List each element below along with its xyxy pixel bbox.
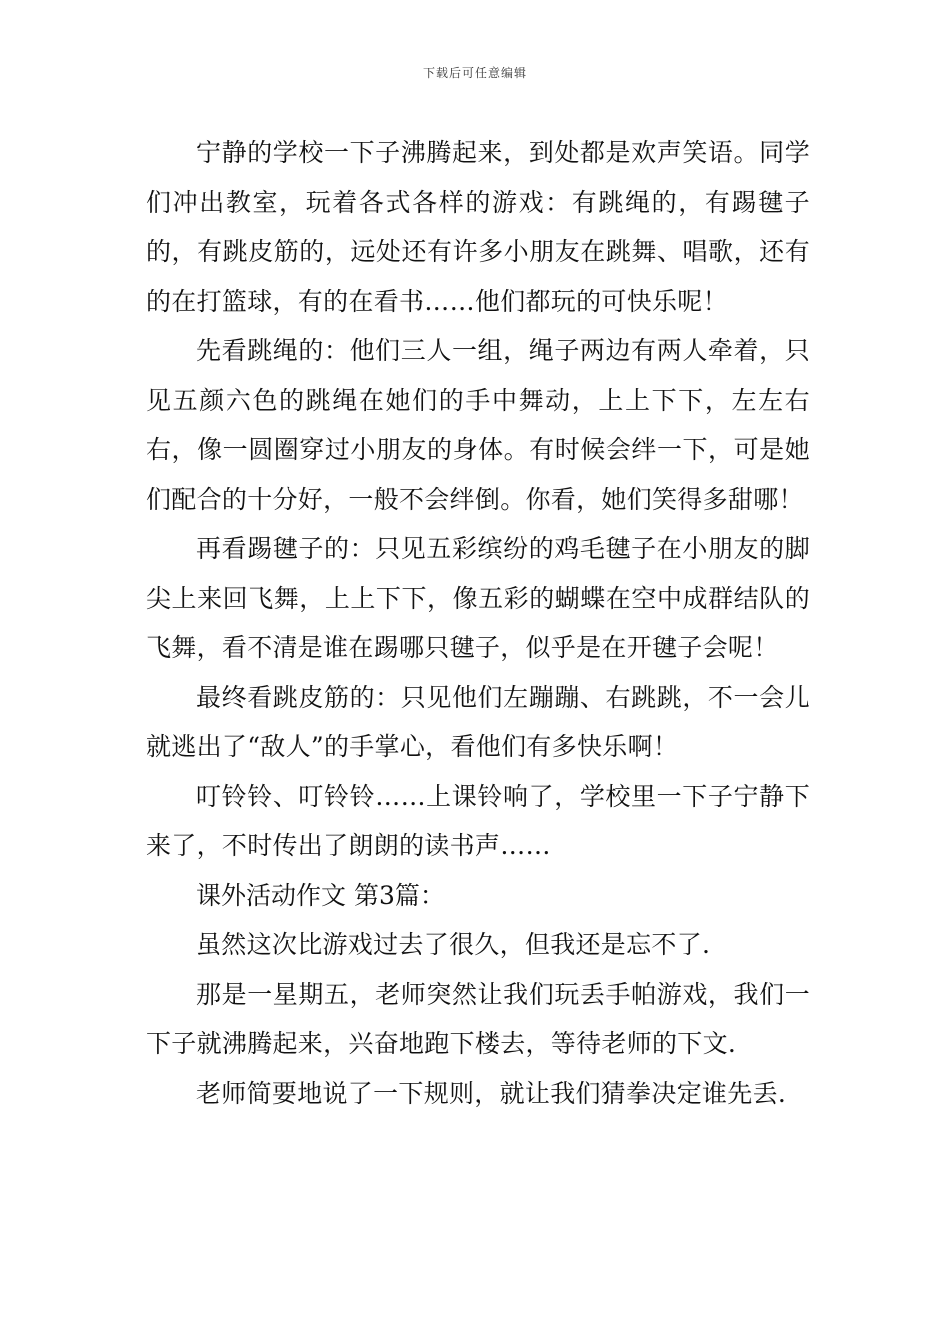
paragraph-6: 虽然这次比游戏过去了很久，但我还是忘不了.	[196, 930, 711, 959]
paragraph-2: 先看跳绳的：他们三人一组，绳子两边有两人牵着，只见五颜六色的跳绳在她们的手中舞动，上上下下，左左右右，像一圆圈穿过小朋友的身体。有时候会绊一下，可是她们配合的十分好，一般不会绊倒。你看，她们笑得多甜哪！	[146, 336, 810, 514]
paragraph-8: 老师简要地说了一下规则，就让我们猜拳决定谁先丢.	[196, 1078, 787, 1108]
paragraph-5: 叮铃铃、叮铃铃……上课铃响了，学校里一下子宁静下来了，不时传出了朗朗的读书声……	[146, 781, 810, 860]
page-header: 下载后可任意编辑	[422, 66, 527, 80]
document-body	[146, 128, 810, 1118]
paragraph-4: 最终看跳皮筋的：只见他们左蹦蹦、右跳跳，不一会儿就逃出了“敌人”的手掌心，看他们有多快乐啊！	[146, 682, 810, 761]
paragraph-1: 宁静的学校一下子沸腾起来，到处都是欢声笑语。同学们冲出教室，玩着各式各样的游戏：有跳绳的，有踢毽子的，有跳皮筋的，远处还有许多小朋友在跳舞、唱歌，还有的在打篮球，有的在看书……他们都玩的可快乐呢！	[146, 138, 810, 316]
section-heading: 课外活动作文 第3篇：	[196, 880, 445, 910]
paragraph-7: 那是一星期五，老师突然让我们玩丢手帕游戏，我们一下子就沸腾起来，兴奋地跑下楼去，等待老师的下文.	[146, 979, 810, 1058]
paragraph-3: 再看踢毽子的：只见五彩缤纷的鸡毛毽子在小朋友的脚尖上来回飞舞，上上下下，像五彩的蝴蝶在空中成群结队的飞舞，看不清是谁在踢哪只毽子，似乎是在开毽子会呢！	[146, 534, 810, 662]
